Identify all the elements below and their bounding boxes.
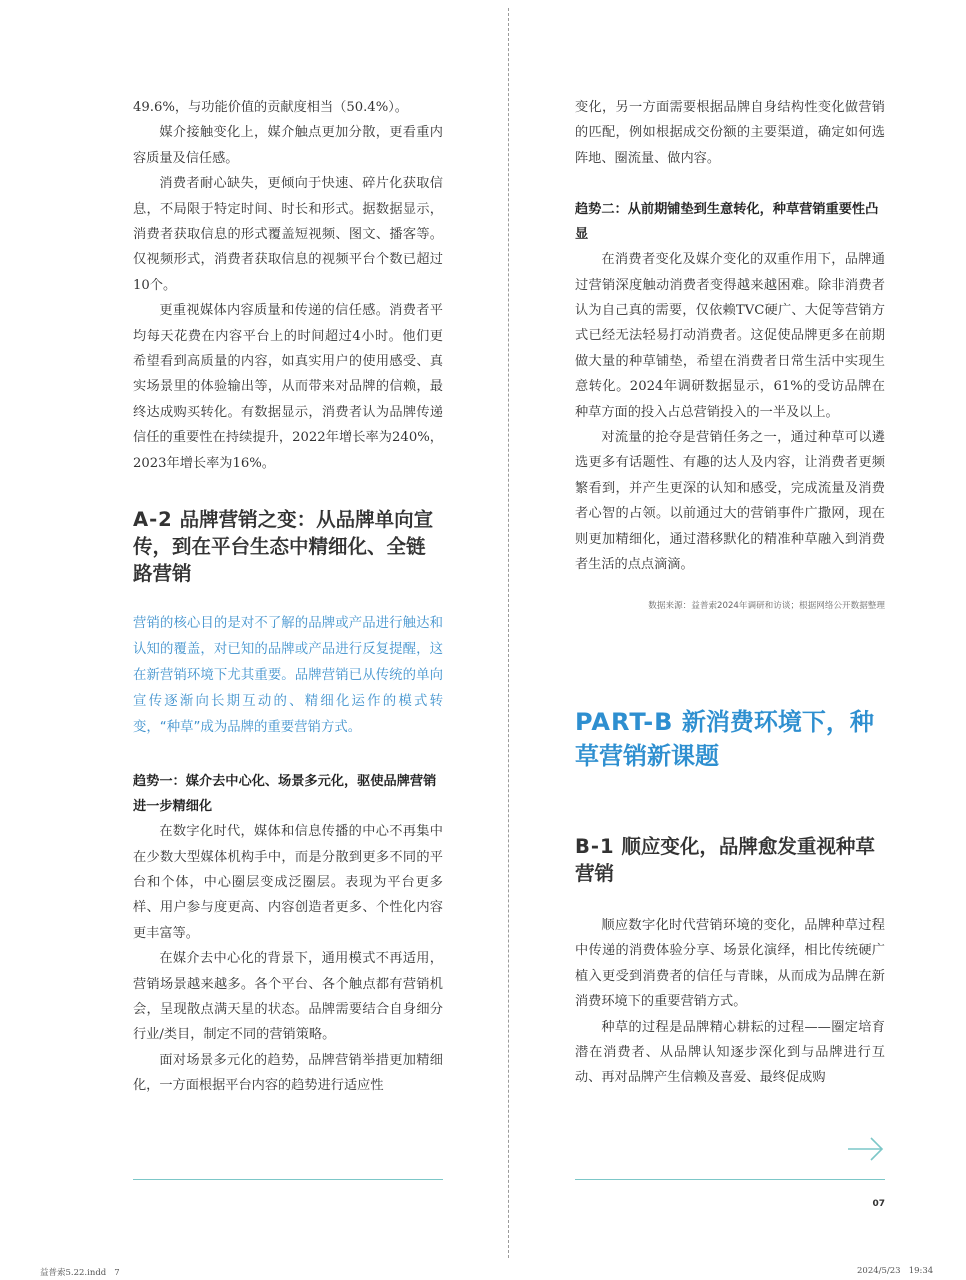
paragraph: 变化，另一方面需要根据品牌自身结构性变化做营销的匹配，例如根据成交份额的主要渠道，确定如何选阵地、圈流量、做内容。 (575, 100, 885, 166)
section-code: A-2 (133, 508, 173, 532)
paragraph: 消费者耐心缺失，更倾向于快速、碎片化获取信息，不局限于特定时间、时长和形式。据数据显示，消费者获取信息的形式覆盖短视频、图文、播客等。仅视频形式，消费者获取信息的视频平台个数已超过10个。 (133, 176, 443, 293)
paragraph: 面对场景多元化的趋势，品牌营销举措更加精细化，一方面根据平台内容的趋势进行适应性 (133, 1052, 443, 1094)
part-title: 新消费环境下，种草营销新课题 (575, 707, 874, 770)
print-file-slug: 益普索5.22.indd 7 (40, 1268, 120, 1278)
left-column (133, 95, 443, 1099)
paragraph: 在消费者变化及媒介变化的双重作用下，品牌通过营销深度触动消费者变得越来越困难。除非消费者认为自己真的需要，仅依赖TVC硬广、大促等营销方式已经无法轻易打动消费者。这促使品牌更多在前期做大量的种草铺垫，希望在消费者日常生活中实现生意转化。2024年调研数据显示，61%的受访品牌在种草方面的投入占总营销投入的一半及以上。 (575, 252, 885, 420)
arrow-right-icon[interactable] (847, 1136, 885, 1162)
paragraph: 媒介接触变化上，媒介触点更加分散，更看重内容质量及信任感。 (133, 125, 443, 166)
section-intro: 营销的核心目的是对不了解的品牌或产品进行触达和认知的覆盖，对已知的品牌或产品进行反复提醒，这在新营销环境下尤其重要。品牌营销已从传统的单向宣传逐渐向长期互动的、精细化运作的模式转变，“种草”成为品牌的重要营销方式。 (133, 616, 443, 736)
part-b-heading (575, 705, 885, 773)
paragraph: 对流量的抢夺是营销任务之一，通过种草可以遴选更多有话题性、有趣的达人及内容，让消费者更频繁看到，并产生更深的认知和感受，完成流量及消费者心智的占领。以前通过大的营销事件广撒网，现在则更加精细化，通过潜移默化的精准种草融入到消费者生活的点点滴滴。 (575, 430, 885, 573)
paragraph: 49.6%，与功能价值的贡献度相当（50.4%）。 (133, 100, 408, 115)
left-bottom-rule (133, 1179, 443, 1180)
paragraph: 在媒介去中心化的背景下，通用模式不再适用，营销场景越来越多。各个平台、各个触点都有营销机会，呈现散点满天星的状态。品牌需要结合自身细分行业/类目，制定不同的营销策略。 (133, 951, 443, 1043)
print-timestamp: 2024/5/23 19:34 (857, 1266, 934, 1276)
paragraph: 顺应数字化时代营销环境的变化，品牌种草过程中传递的消费体验分享、场景化演绎，相比传统硬广植入更受到消费者的信任与青睐，从而成为品牌在新消费环境下的重要营销方式。 (575, 917, 885, 1010)
paragraph: 更重视媒体内容质量和传递的信任感。消费者平均每天花费在内容平台上的时间超过4小时。他们更希望看到高质量的内容，如真实用户的使用感受、真实场景里的体验输出等，从而带来对品牌的信赖，最终达成购买转化。有数据显示，消费者认为品牌传递信任的重要性在持续提升，2022年增长率为240%，2023年增长率为16%。 (133, 303, 443, 471)
trend-one-heading: 趋势一：媒介去中心化、场景多元化，驱使品牌营销进一步精细化 (133, 774, 437, 815)
right-bottom-rule (575, 1179, 885, 1180)
data-source-note: 数据来源：益普索2024年调研和访谈；根据网络公开数据整理 (648, 600, 885, 611)
paragraph: 在数字化时代，媒体和信息传播的中心不再集中在少数大型媒体机构手中，而是分散到更多不同的平台和个体，中心圈层变成泛圈层。表现为平台更多样、用户参与度更高、内容创造者更多、个性化内容更丰富等。 (133, 824, 443, 941)
trend-two-heading: 趋势二：从前期铺垫到生意转化，种草营销重要性凸显 (575, 202, 879, 243)
section-heading-b1 (575, 833, 885, 887)
section-title: 品牌营销之变：从品牌单向宣传，到在平台生态中精细化、全链路营销 (133, 508, 434, 586)
paragraph: 种草的过程是品牌精心耕耘的过程——圈定培育潜在消费者、从品牌认知逐步深化到与品牌进行互动、再对品牌产生信赖及喜爱、最终促成购 (575, 1019, 885, 1086)
section-title: 顺应变化，品牌愈发重视种草营销 (575, 834, 875, 885)
section-heading-a2 (133, 506, 443, 587)
part-code: PART-B (575, 707, 674, 736)
section-code: B-1 (575, 834, 615, 858)
page-number: 07 (872, 1199, 885, 1209)
right-column (575, 95, 885, 1091)
center-fold-line (508, 8, 509, 1258)
